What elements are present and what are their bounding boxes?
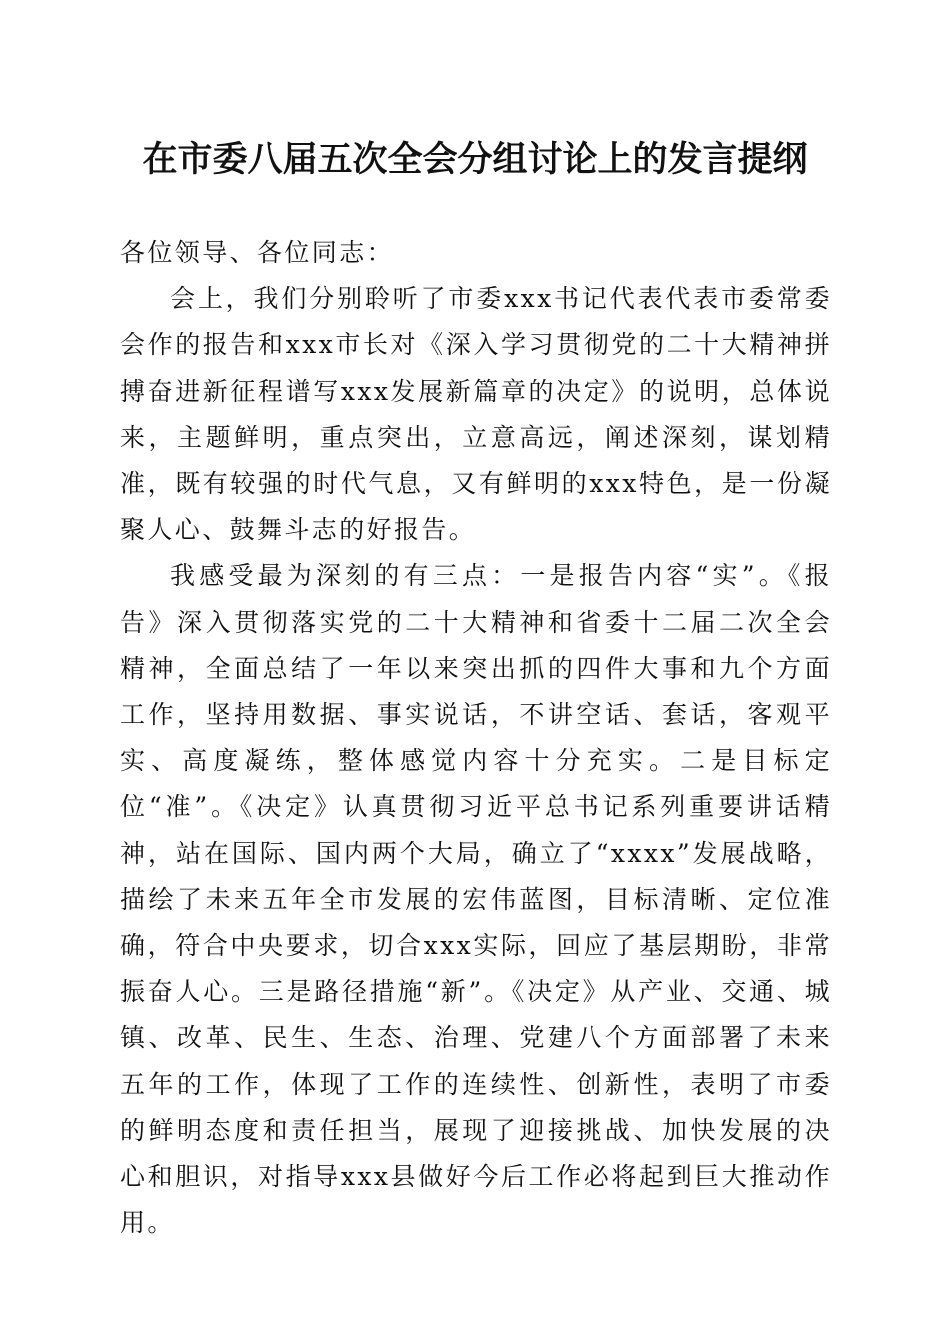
salutation: 各位领导、各位同志： (120, 238, 395, 267)
document-title: 在市委八届五次全会分组讨论上的发言提纲 (142, 139, 808, 180)
document-body (120, 230, 832, 1246)
paragraph-1: 会上，我们分别聆听了市委xxx书记代表代表市委常委会作的报告和xxx市长对《深入学习贯彻党的二十大精神拼搏奋进新征程谱写xxx发展新篇章的决定》的说明，总体说来，主题鲜明，重点突出，立意高远，阐述深刻，谋划精准，既有较强的时代气息，又有鲜明的xxx特色，是一份凝聚人心、鼓舞斗志的好报告。 (120, 284, 832, 545)
paragraph-2: 我感受最为深刻的有三点：一是报告内容“实”。《报告》深入贯彻落实党的二十大精神和省委十二届二次全会精神，全面总结了一年以来突出抓的四件大事和九个方面工作，坚持用数据、事实说话，不讲空话、套话，客观平实、高度凝练，整体感觉内容十分充实。二是目标定位“准”。《决定》认真贯彻习近平总书记系列重要讲话精神，站在国际、国内两个大局，确立了“xxxx”发展战略，描绘了未来五年全市发展的宏伟蓝图，目标清晰、定位准确，符合中央要求，切合xxx实际，回应了基层期盼，非常振奋人心。三是路径措施“新”。《决定》从产业、交通、城镇、改革、民生、生态、治理、党建八个方面部署了未来五年的工作，体现了工作的连续性、创新性，表明了市委的鲜明态度和责任担当，展现了迎接挑战、加快发展的决心和胆识，对指导xxx县做好今后工作必将起到巨大推动作用。 (120, 561, 832, 1238)
